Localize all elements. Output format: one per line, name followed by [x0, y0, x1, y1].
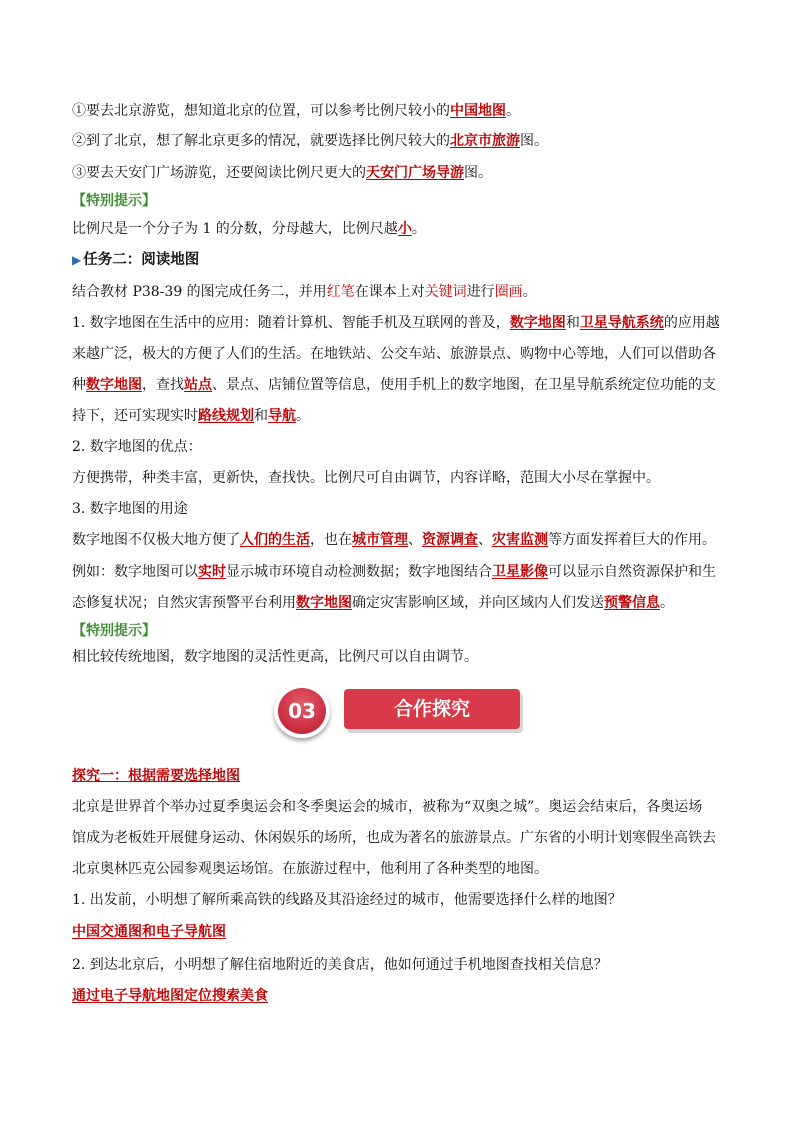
intro-line-3: ③要去天安门广场游览，还要阅读比例尺更大的天安门广场导游图。	[72, 165, 492, 181]
section-3-line-2: 例如：数字地图可以实时显示城市环境自动检测数据；数字地图结合卫星影像可以显示自然资源保护和生	[72, 564, 716, 580]
question-2: 2. 到达北京后，小明想了解住宿地附近的美食店，他如何通过手机地图查找相关信息？	[72, 957, 608, 973]
section-2-title: 2. 数字地图的优点：	[72, 439, 202, 455]
explore-paragraph-line-2: 馆成为老板姓开展健身运动、休闲娱乐的场所，也成为著名的旅游景点。广东省的小明计划寒假坐高铁去	[72, 830, 716, 846]
banner-title: 合作探究	[344, 689, 520, 729]
special-tip-text: 比例尺是一个分子为 1 的分数，分母越大，比例尺越小。	[72, 221, 426, 237]
section-1-line-1: 1. 数字地图在生活中的应用：随着计算机、智能手机及互联网的普及，数字地图和卫星导航系统的应用越	[72, 315, 720, 331]
section-1-title: 1. 数字地图在生活中的应用：	[72, 315, 258, 331]
banner-number-badge	[274, 684, 330, 738]
explore-heading: 探究一：根据需要选择地图	[72, 768, 240, 784]
task-two-heading: ▶ 任务二：阅读地图	[72, 252, 200, 268]
answer-keyword: 北京市旅游	[450, 133, 520, 149]
section-1-line-2: 来越广泛，极大的方便了人们的生活。在地铁站、公交车站、旅游景点、购物中心等地，人们可以借助各	[72, 346, 716, 362]
special-tip-label-2: 【特别提示】	[72, 623, 156, 639]
section-banner	[274, 686, 522, 738]
intro-line-2: ②到了北京，想了解北京更多的情况，就要选择比例尺较大的北京市旅游图。	[72, 133, 548, 149]
section-1-line-3: 种数字地图，查找站点、景点、店铺位置等信息，使用手机上的数字地图，在卫星导航系统定位功能的支	[72, 377, 716, 393]
play-triangle-icon: ▶	[72, 253, 82, 267]
answer-keyword: 中国地图	[450, 103, 506, 119]
section-1-line-4: 持下，还可实现实时路线规划和导航。	[72, 408, 310, 424]
explore-paragraph-line-3: 北京奥林匹克公园参观奥运场馆。在旅游过程中，他利用了各种类型的地图。	[72, 861, 548, 877]
intro-line-1: ①要去北京游览，想知道北京的位置，可以参考比例尺较小的中国地图。	[72, 103, 520, 119]
answer-2: 通过电子导航地图定位搜索美食	[72, 988, 268, 1004]
section-3-title: 3. 数字地图的用途	[72, 501, 188, 517]
section-3-line-1: 数字地图不仅极大地方便了人们的生活，也在城市管理、资源调查、灾害监测等方面发挥着巨大的作用。	[72, 532, 716, 548]
answer-1: 中国交通图和电子导航图	[72, 924, 226, 940]
question-1: 1. 出发前，小明想了解所乘高铁的线路及其沿途经过的城市，他需要选择什么样的地图？	[72, 892, 622, 908]
section-2-text: 方便携带，种类丰富，更新快，查找快。比例尺可自由调节，内容详略，范围大小尽在掌握中。	[72, 470, 660, 486]
explore-paragraph-line-1: 北京是世界首个举办过夏季奥运会和冬季奥运会的城市，被称为“双奥之城”。奥运会结束后，各奥运场	[72, 799, 703, 815]
special-tip-label: 【特别提示】	[72, 193, 156, 209]
task-two-intro: 结合教材 P38-39 的图完成任务二，并用红笔在课本上对关键词进行圈画。	[72, 284, 537, 300]
section-3-line-3: 态修复状况；自然灾害预警平台利用数字地图确定灾害影响区域，并向区域内人们发送预警信息。	[72, 595, 674, 611]
banner-number: 03	[278, 688, 326, 734]
answer-keyword: 天安门广场导游	[366, 165, 464, 181]
special-tip-text-2: 相比较传统地图，数字地图的灵活性更高，比例尺可以自由调节。	[72, 649, 478, 665]
answer-keyword: 小	[397, 221, 412, 237]
